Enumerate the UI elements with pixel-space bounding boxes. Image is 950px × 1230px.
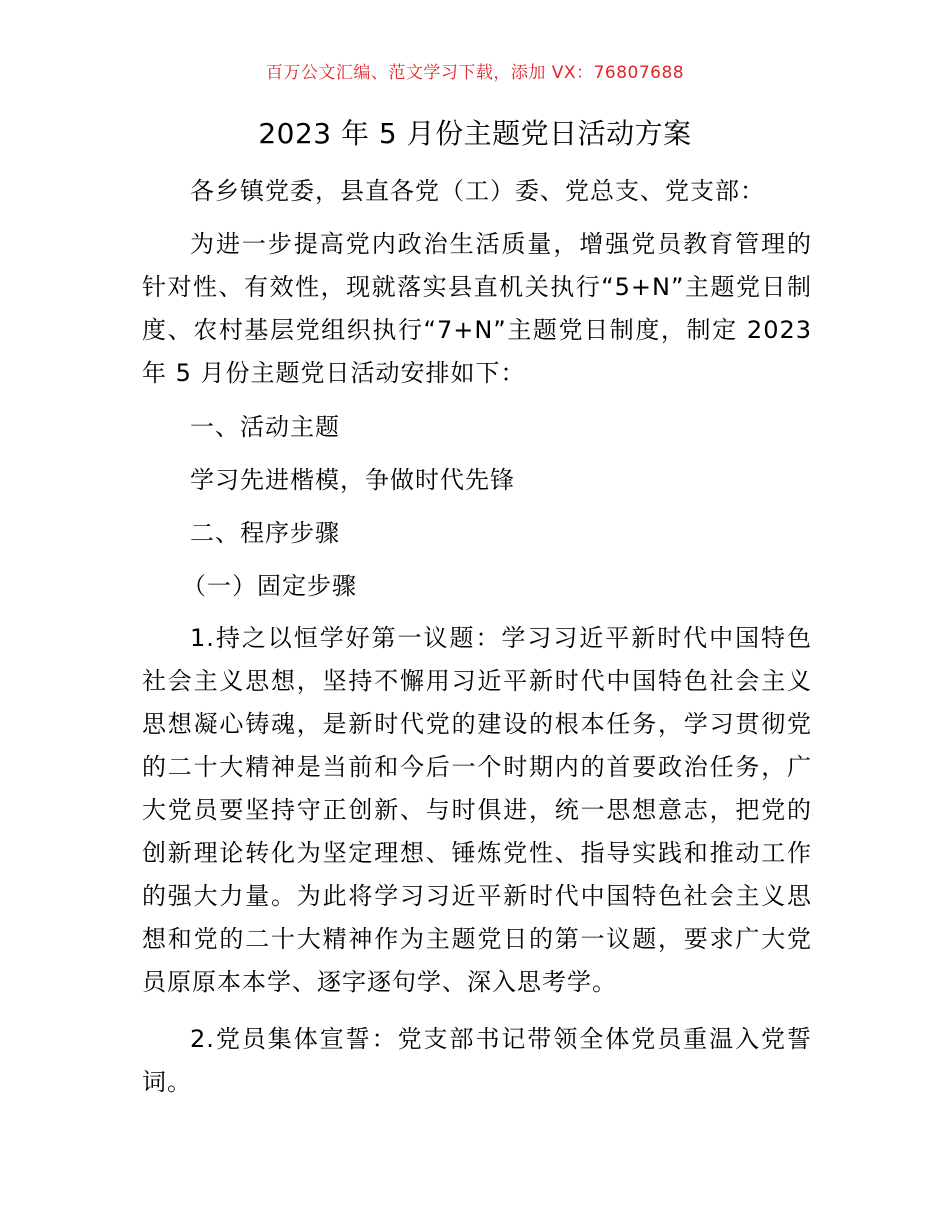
subsection-1-heading: （一）固定步骤	[182, 572, 357, 600]
section-2-heading: 二、程序步骤	[190, 519, 340, 547]
section-1-heading: 一、活动主题	[190, 413, 340, 441]
document-title: 2023 年 5 月份主题党日活动方案	[258, 117, 692, 150]
step-2-paragraph: 2.党员集体宣誓：党支部书记带领全体党员重温入党誓词。	[142, 1025, 812, 1096]
watermark-header: 百万公文汇编、范文学习下载，添加 VX：76807688	[265, 63, 685, 83]
salutation: 各乡镇党委，县直各党（工）委、党总支、党支部：	[190, 177, 765, 205]
section-1-body: 学习先进楷模，争做时代先锋	[190, 466, 515, 494]
step-1-paragraph: 1.持之以恒学好第一议题：学习习近平新时代中国特色社会主义思想，坚持不懈用习近平新时代中国特色社会主义思想凝心铸魂，是新时代党的建设的根本任务，学习贯彻党的二十大精神是当前和今后一个时期内的首要政治任务，广大党员要坚持守正创新、与时俱进，统一思想意志，把党的创新理论转化为坚定理想、锤炼党性、指导实践和推动工作的强大力量。为此将学习习近平新时代中国特色社会主义思想和党的二十大精神作为主题党日的第一议题，要求广大党员原原本本学、逐字逐句学、深入思考学。	[142, 624, 812, 996]
intro-paragraph: 为进一步提高党内政治生活质量，增强党员教育管理的针对性、有效性，现就落实县直机关执行“5+N”主题党日制度、农村基层党组织执行“7+N”主题党日制度，制定 2023 年 5 月份主题党日活动安排如下：	[142, 230, 812, 387]
